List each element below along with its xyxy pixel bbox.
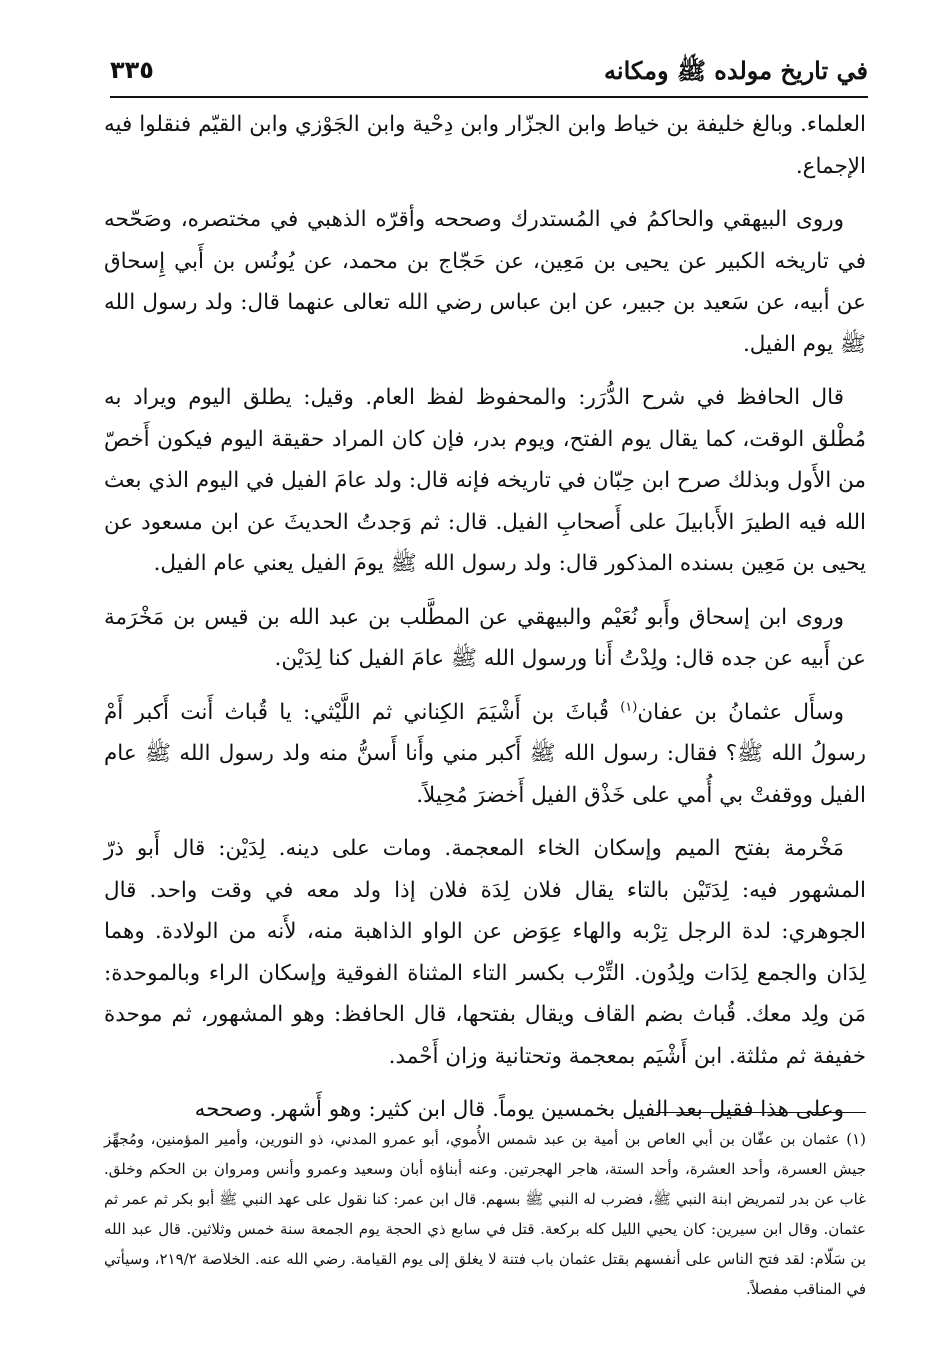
- paragraph: مَخْرمة بفتح الميم وإسكان الخاء المعجمة. ومات على دينه. لِدَيْن: قال أَبو ذرّ المشهور فيه: لِدَتَيْن بالتاء يقال فلان لِدَة فلان إذا ولد معه في وقت واحد. قال الجوهري: لدة الرجل تِرْبه والهاء عِوَض عن الواو الذاهبة منه، لأَنه من الولادة. وهما لِدَان والجمع لِدَات ولِدُون. التِّرْب بكسر التاء المثناة الفوقية وإسكان الراء وبالموحدة: مَن ولِد معك. قُباث بضم القاف ويقال بفتحها، قال الحافظ: وهو المشهور، ثم موحدة خفيفة ثم مثلثة. ابن أَشْيَم بمعجمة وتحتانية وزان أَحْمد.: [104, 836, 866, 1069]
- paragraph: وروى البيهقي والحاكمُ في المُستدرك وصححه وأقرّه الذهبي في مختصره، وصَحّحه في تاريخه الكبير عن يحيى بن مَعِين، عن حَجّاج بن محمد، عن يُونُس بن أَبي إِسحاق عن أبيه، عن سَعيد بن جبير، عن ابن عباس رضي الله تعالى عنهما قال: ولد رسول الله ﷺ يوم الفيل.: [104, 207, 866, 357]
- running-title: في تاريخ مولده ﷺ ومكانه: [604, 56, 868, 85]
- footnotes: [104, 1124, 866, 1304]
- paragraph: وروى ابن إسحاق وأَبو نُعَيْم والبيهقي عن المطَّلب بن عبد الله بن قيس بن مَخْرَمة عن أَبيه عن جده قال: ولِدْتُ أَنا ورسول الله ﷺ عامَ الفيل كنا لِدَيْن.: [104, 604, 866, 671]
- header-divider: [110, 96, 868, 98]
- main-text: [104, 104, 866, 1143]
- footnote: (١) عثمان بن عفّان بن أبي العاص بن أمية بن عبد شمس الأُموي، أبو عمرو المدني، ذو النورين، وأمير المؤمنين، ومُجهِّز جيش العسرة، وأحد العشرة، وأحد الستة، هاجر الهجرتين. وعنه أبناؤه أبان وسعيد وعمرو وأنس ومروان بن الحكم وخلق. غاب عن بدر لتمريض ابنة النبي ﷺ، فضرب له النبي ﷺ بسهم. قال ابن عمر: كنا نقول على عهد النبي ﷺ أبو بكر ثم عمر ثم عثمان. وقال ابن سيرين: كان يحيي الليل كله بركعة. قتل في سابع ذي الحجة يوم الجمعة سنة خمس وثلاثين. قال عبد الله بن سَلّام: لقد فتح الناس على أنفسهم بقتل عثمان باب فتنة لا يغلق إلى يوم القيامة. رضي الله عنه. الخلاصة ٢١٩/٢، وسيأتي في المناقب مفصلاً.: [104, 1130, 866, 1298]
- paragraph-text: قُباثَ بن أَشْيَمَ الكِناني ثم اللَّيْثي: يا قُباث أَنت أَكبر أَمْ رسولُ الله ﷺ؟ فقال: رسول الله ﷺ أَكبر مني وأَنا أَسنُّ منه ولد رسول الله ﷺ عام الفيل ووقفتْ بي أُمي على خَذْق الفيل أَخضرَ مُحِيلاً.: [104, 699, 866, 808]
- paragraph: [104, 692, 866, 817]
- footnote-divider: [656, 1112, 866, 1113]
- paragraph: وعلى هذا فقيل بعد الفيل بخمسين يوماً. قال ابن كثير: وهو أَشهر. وصححه: [194, 1097, 844, 1122]
- footnote-marker: (١): [620, 699, 638, 715]
- page-header: [110, 50, 868, 94]
- paragraph-text: وسأَل عثمانُ بن عفان: [637, 699, 844, 725]
- paragraph: العلماء. وبالغ خليفة بن خياط وابن الجزّار وابن دِحْية وابن الجَوْزي وابن القيّم فنقلوا فيه الإجماع.: [104, 112, 866, 179]
- paragraph: قال الحافظ في شرح الدُّرَر: والمحفوظ لفظ العام. وقيل: يطلق اليوم ويراد به مُطْلق الوقت، كما يقال يوم الفتح، ويوم بدر، فإن كان المراد حقيقة اليوم فيكون أَخصّ من الأَول وبذلك صرح ابن حِبّان في تاريخه فإنه قال: ولد عامَ الفيل في اليوم الذي بعث الله فيه الطيرَ الأَبابيلَ على أَصحابِ الفيل. قال: ثم وَجدتُ الحديثَ عن ابن مسعود عن يحيى بن مَعِين بسنده المذكور قال: ولد رسول الله ﷺ يومَ الفيل يعني عام الفيل.: [104, 385, 866, 576]
- page-number: ٣٣٥: [110, 56, 154, 84]
